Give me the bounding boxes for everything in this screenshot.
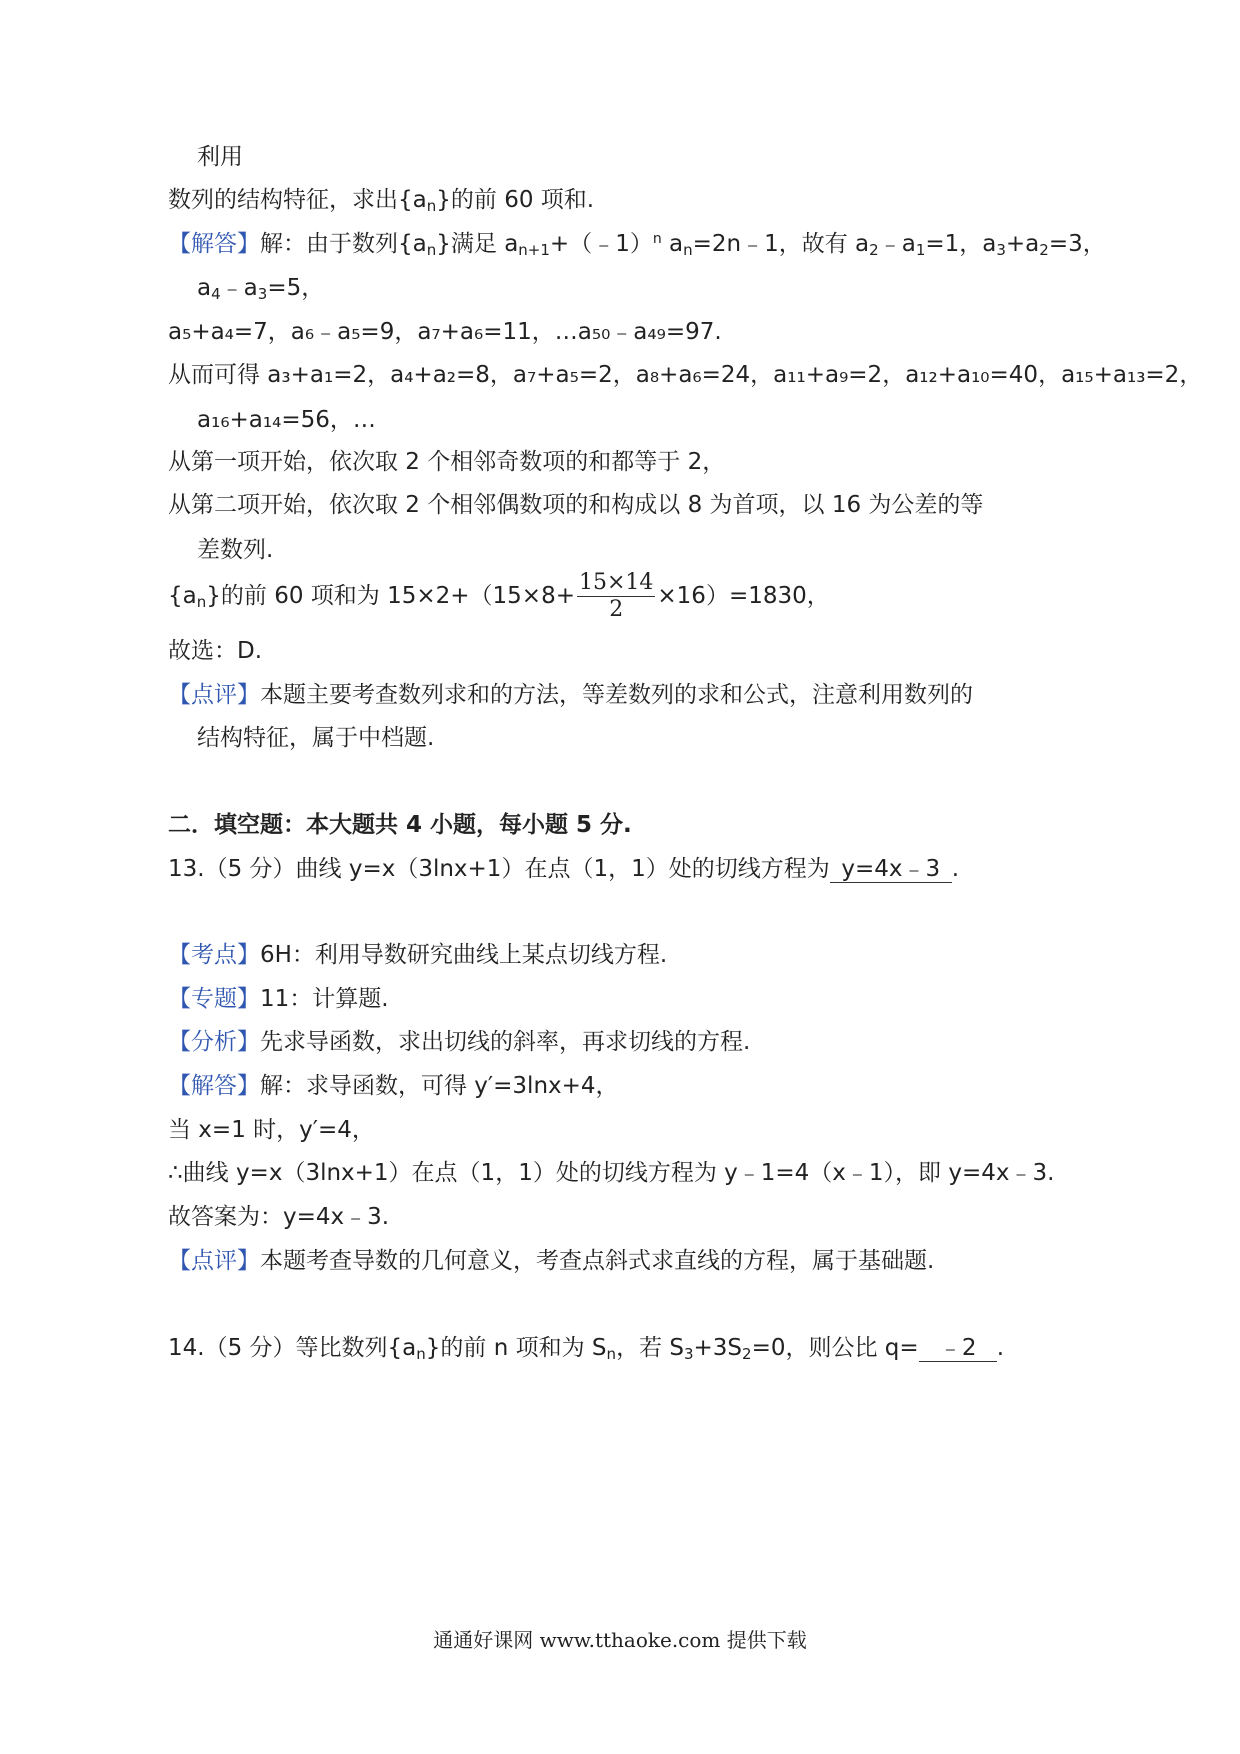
text-line: 【考点】6H：利用导数研究曲线上某点切线方程. [168, 942, 668, 968]
text-line: a₁₆+a₁₄=56，… [197, 407, 376, 433]
tag-jieda: 【解答】 [168, 231, 260, 257]
tag-zhuanti: 【专题】 [168, 986, 260, 1012]
tag-dianping: 【点评】 [168, 1248, 260, 1274]
tag-fenxi: 【分析】 [168, 1029, 260, 1055]
tag-dianping: 【点评】 [168, 682, 260, 708]
text: 的前 60 项和. [450, 187, 595, 213]
text-line: 【专题】11：计算题. [168, 986, 389, 1012]
text-line: 利用 [197, 144, 243, 170]
text-line [168, 185, 594, 215]
text-line: 故答案为：y=4x﹣3. [168, 1204, 390, 1230]
text-line: 当 x=1 时，y′=4， [168, 1117, 375, 1143]
text-line: a₅+a₄=7，a₆﹣a₅=9，a₇+a₆=11，…a₅₀﹣a₄₉=97. [168, 319, 722, 345]
text-line: $\{a_n\}$的前 60 项和为 15×2+（15×8+ $\frac{15\times 14}{2}$ ×16）=1830， [168, 570, 830, 622]
seq-an: $\{a_n\}$ [398, 231, 451, 259]
answer-blank: y=4x﹣3 [830, 856, 952, 883]
text-line: $a_4﹣a_3=5$， [197, 275, 325, 303]
text-line: 【解答】解：求导函数，可得 y′=3lnx+4， [168, 1073, 619, 1099]
text-line: 【分析】先求导函数，求出切线的斜率，再求切线的方程. [168, 1029, 751, 1055]
text-line: 差数列. [197, 537, 274, 563]
section-title: 二．填空题：本大题共 4 小题，每小题 5 分. [168, 812, 632, 838]
question-13: 13.（5 分）曲线 y=x（3lnx+1）在点（1，1）处的切线方程为 y=4x﹣3 . [168, 856, 960, 882]
page-footer: 通通好课网 www.tthaoke.com 提供下载 [433, 1628, 807, 1652]
tag-kaodian: 【考点】 [168, 942, 260, 968]
text-line: 故选：D. [168, 638, 263, 664]
question-14: 14.（5 分）等比数列$\{a_n\}$的前 n 项和为 $S_n$，若 $S_3+3S_2=0$，则公比 q= ﹣2 . [168, 1335, 1004, 1363]
seq-an: $\{a_n\}$ [387, 1335, 441, 1363]
text-line: 结构特征，属于中档题. [197, 725, 435, 751]
text-line: 从第二项开始，依次取 2 个相邻偶数项的和构成以 8 为首项，以 16 为公差的等 [168, 492, 984, 518]
text-line: 【点评】本题主要考查数列求和的方法，等差数列的求和公式，注意利用数列的 [168, 682, 973, 708]
seq-an: $\{a_n\}$ [168, 583, 221, 611]
text-line: 【解答】解：由于数列$\{a_n\}$满足 $a_{n+1}+(﹣1)^n$ $a_n=2n﹣1$，故有 $a_2﹣a_1=1$，$a_3+a_2=3$， [168, 231, 1106, 259]
text-line: 从而可得 a₃+a₁=2，a₄+a₂=8，a₇+a₅=2，a₈+a₆=24，a₁₁+a₉=2，a₁₂+a₁₀=40，a₁₅+a₁₃=2， [168, 362, 1203, 388]
seq-an: $\{a_n\}$ [398, 187, 451, 215]
text-line: ∴曲线 y=x（3lnx+1）在点（1，1）处的切线方程为 y﹣1=4（x﹣1），即 y=4x﹣3. [168, 1160, 1055, 1186]
text-line: 从第一项开始，依次取 2 个相邻奇数项的和都等于 2， [168, 449, 726, 475]
answer-blank: ﹣2 [919, 1335, 997, 1362]
tag-jieda: 【解答】 [168, 1073, 260, 1099]
text: 数列的结构特征，求出 [168, 187, 398, 213]
text-line: 【点评】本题考查导数的几何意义，考查点斜式求直线的方程，属于基础题. [168, 1248, 935, 1274]
fraction: $\frac{15\times 14}{2}$ [578, 570, 654, 622]
